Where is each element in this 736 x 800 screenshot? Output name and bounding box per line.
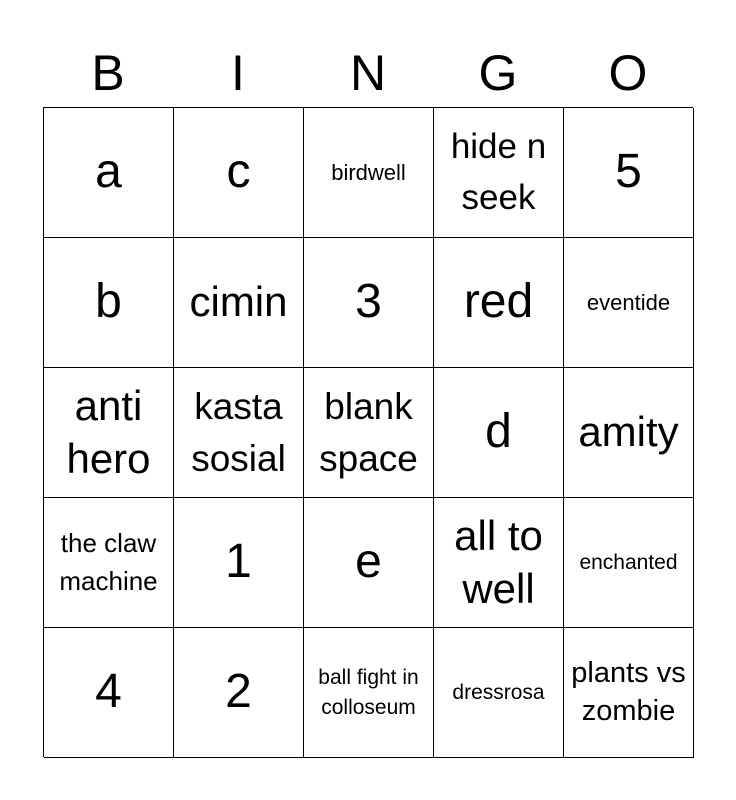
cell-text: 3 (355, 275, 382, 329)
bingo-cell[interactable] (174, 368, 304, 498)
bingo-cell[interactable] (44, 498, 174, 628)
bingo-cell[interactable] (44, 368, 174, 498)
bingo-cell[interactable] (304, 238, 434, 368)
header-letter-g: G (478, 45, 518, 101)
bingo-cell[interactable] (174, 498, 304, 628)
cell-text: cimin (189, 278, 288, 326)
bingo-cell[interactable] (434, 368, 564, 498)
cell-text: hide n seek (450, 126, 547, 217)
cell-text: enchanted (579, 550, 678, 574)
header-letter-n: N (349, 45, 387, 101)
bingo-cell[interactable] (44, 108, 174, 238)
bingo-cell[interactable] (564, 628, 694, 758)
bingo-cell[interactable] (44, 238, 174, 368)
cell-text: anti hero (66, 382, 151, 482)
header-letter-b: B (91, 45, 125, 101)
bingo-cell[interactable] (174, 238, 304, 368)
bingo-cell[interactable] (564, 368, 694, 498)
bingo-cell[interactable] (564, 498, 694, 628)
bingo-cell[interactable] (174, 108, 304, 238)
cell-text: amity (578, 408, 679, 456)
cell-text: all to well (454, 512, 543, 612)
header-letter-i: I (231, 45, 245, 101)
cell-text: red (463, 275, 534, 329)
cell-text: 2 (225, 665, 252, 719)
cell-text: dressrosa (452, 680, 545, 704)
cell-text: d (485, 405, 512, 459)
bingo-cell[interactable] (434, 108, 564, 238)
bingo-cell[interactable] (564, 238, 694, 368)
bingo-cell[interactable] (44, 628, 174, 758)
cell-text: e (355, 535, 382, 589)
bingo-cell[interactable] (304, 108, 434, 238)
cell-text: plants vs zombie (571, 656, 686, 727)
bingo-cell[interactable] (434, 498, 564, 628)
cell-text: kasta sosial (191, 385, 286, 479)
cell-text: 4 (95, 665, 122, 719)
bingo-cell[interactable] (564, 108, 694, 238)
bingo-cell[interactable] (304, 368, 434, 498)
bingo-cell[interactable] (304, 498, 434, 628)
bingo-cell[interactable] (434, 238, 564, 368)
bingo-cell[interactable] (434, 628, 564, 758)
bingo-header (43, 40, 693, 106)
cell-text: b (95, 275, 122, 329)
cell-text: eventide (586, 289, 671, 315)
cell-text: birdwell (331, 159, 406, 185)
cell-text: blank space (319, 385, 418, 479)
bingo-cell[interactable] (174, 628, 304, 758)
cell-text: 1 (225, 535, 252, 589)
header-letter-o: O (608, 45, 648, 101)
bingo-cell[interactable] (304, 628, 434, 758)
bingo-grid (43, 107, 693, 757)
cell-text: the claw machine (59, 527, 158, 596)
cell-text: ball fight in colloseum (318, 666, 419, 719)
cell-text: 5 (615, 145, 642, 199)
cell-text: c (226, 145, 251, 199)
cell-text: a (95, 145, 122, 199)
